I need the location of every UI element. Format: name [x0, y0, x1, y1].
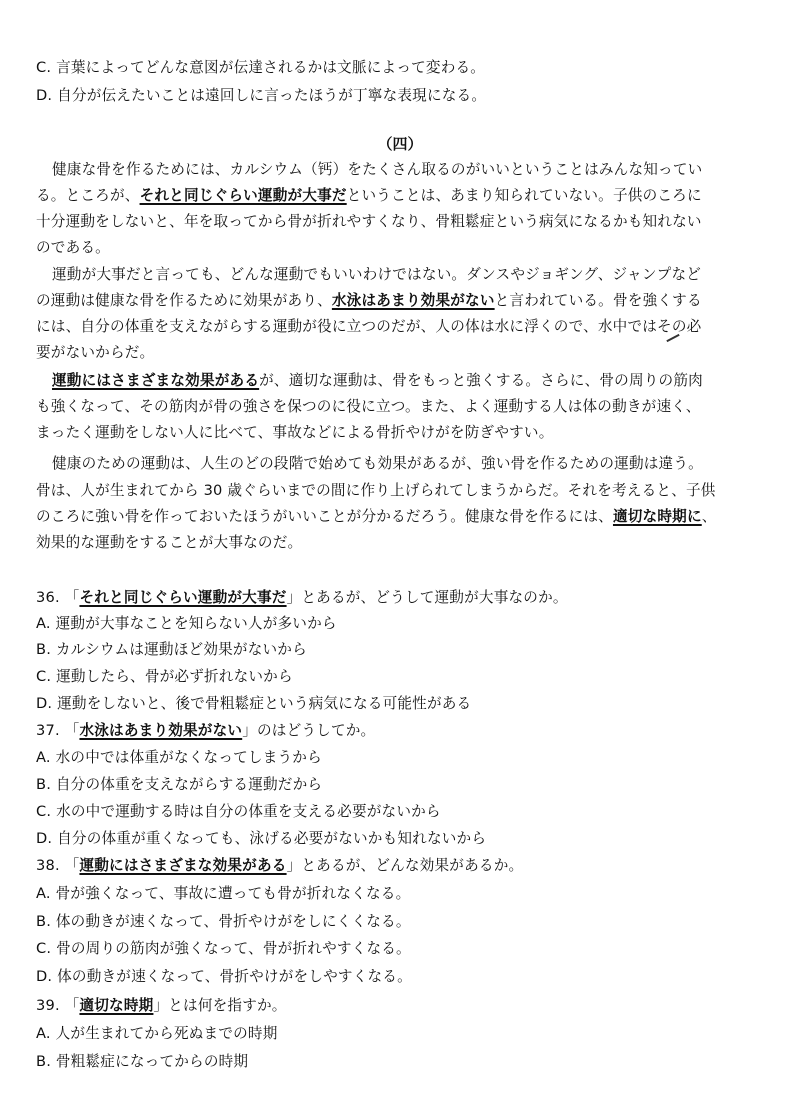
passage-line: 健康のための運動は、人生のどの段階で始めても効果があるが、強い骨を作るための運動は違う。 — [52, 455, 703, 472]
question-37-option-c: C. 水の中で運動する時は自分の体重を支える必要がないから — [36, 803, 441, 820]
passage-line: も強くなって、その筋肉が骨の強さを保つのに役に立つ。また、よく運動する人は体の動きが速く、 — [36, 398, 701, 415]
underlined-phrase: 適切な時期 — [79, 997, 154, 1014]
question-39-stem: 39. 「適切な時期」とは何を指すか。 — [36, 997, 287, 1014]
underlined-phrase: それと同じぐらい運動が大事だ — [79, 589, 287, 606]
passage-line: 健康な骨を作るためには、カルシウム（钙）をたくさん取るのがいいということはみんな知ってい — [52, 161, 703, 178]
question-37-stem: 37. 「水泳はあまり効果がない」のはどうしてか。 — [36, 722, 376, 739]
question-38-option-c: C. 骨の周りの筋肉が強くなって、骨が折れやすくなる。 — [36, 940, 411, 957]
question-36-option-a: A. 運動が大事なことを知らない人が多いから — [36, 615, 337, 632]
passage-line: 要がないからだ。 — [36, 344, 155, 361]
underlined-phrase: 運動にはさまざまな効果がある — [79, 857, 287, 874]
passage-line: まったく運動をしない人に比べて、事故などによる骨折やけがを防ぎやすい。 — [36, 424, 554, 441]
passage-line: 運動にはさまざまな効果があるが、適切な運動は、骨をもっと強くする。さらに、骨の周りの筋肉 — [52, 372, 703, 389]
question-36-stem: 36. 「それと同じぐらい運動が大事だ」とあるが、どうして運動が大事なのか。 — [36, 589, 568, 606]
underlined-phrase: 水泳はあまり効果がない — [331, 292, 495, 309]
passage-line: 骨は、人が生まれてから 30 歳ぐらいまでの間に作り上げられてしまうからだ。それを考えると、子供 — [36, 482, 716, 499]
question-38-option-b: B. 体の動きが速くなって、骨折やけがをしにくくなる。 — [36, 913, 411, 930]
underlined-phrase: 運動にはさまざまな効果がある — [52, 372, 260, 389]
question-36-option-b: B. カルシウムは運動ほど効果がないから — [36, 641, 307, 658]
question-37-option-a: A. 水の中では体重がなくなってしまうから — [36, 749, 322, 766]
prev-option-d: D. 自分が伝えたいことは遠回しに言ったほうが丁寧な表現になる。 — [36, 87, 487, 104]
passage-line: 運動が大事だと言っても、どんな運動でもいいわけではない。ダンスやジョギング、ジャンプなど — [52, 266, 702, 283]
passage-line: には、自分の体重を支えながらする運動が役に立つのだが、人の体は水に浮くので、水中ではその必 — [36, 318, 702, 335]
underlined-phrase: 適切な時期に — [612, 508, 702, 525]
question-38-option-a: A. 骨が強くなって、事故に遭っても骨が折れなくなる。 — [36, 885, 411, 902]
passage-line: 十分運動をしないと、年を取ってから骨が折れやすくなり、骨粗鬆症という病気になるかも知れない — [36, 213, 702, 230]
passage-line: 効果的な運動をすることが大事なのだ。 — [36, 534, 303, 551]
passage-line: のころに強い骨を作っておいたほうがいいことが分かるだろう。健康な骨を作るには、適切な時期に、 — [36, 508, 717, 525]
question-37-option-d: D. 自分の体重が重くなっても、泳げる必要がないかも知れないから — [36, 830, 487, 847]
question-36-option-c: C. 運動したら、骨が必ず折れないから — [36, 668, 293, 685]
question-38-stem: 38. 「運動にはさまざまな効果がある」とあるが、どんな効果があるか。 — [36, 857, 524, 874]
passage-line: る。ところが、それと同じぐらい運動が大事だということは、あまり知られていない。子供のころに — [36, 187, 702, 204]
passage-line: のである。 — [36, 239, 110, 256]
underlined-phrase: それと同じぐらい運動が大事だ — [139, 187, 347, 204]
underlined-phrase: 水泳はあまり効果がない — [79, 722, 243, 739]
question-39-option-a: A. 人が生まれてから死ぬまでの時期 — [36, 1025, 278, 1042]
question-38-option-d: D. 体の動きが速くなって、骨折やけがをしやすくなる。 — [36, 968, 412, 985]
question-36-option-d: D. 運動をしないと、後で骨粗鬆症という病気になる可能性がある — [36, 695, 472, 712]
prev-option-c: C. 言葉によってどんな意図が伝達されるかは文脈によって変わる。 — [36, 59, 486, 76]
question-37-option-b: B. 自分の体重を支えながらする運動だから — [36, 776, 323, 793]
section-title: （四） — [377, 135, 423, 153]
question-39-option-b: B. 骨粗鬆症になってからの時期 — [36, 1053, 249, 1070]
passage-line: の運動は健康な骨を作るために効果があり、水泳はあまり効果がないと言われている。骨を強くする — [36, 292, 702, 309]
